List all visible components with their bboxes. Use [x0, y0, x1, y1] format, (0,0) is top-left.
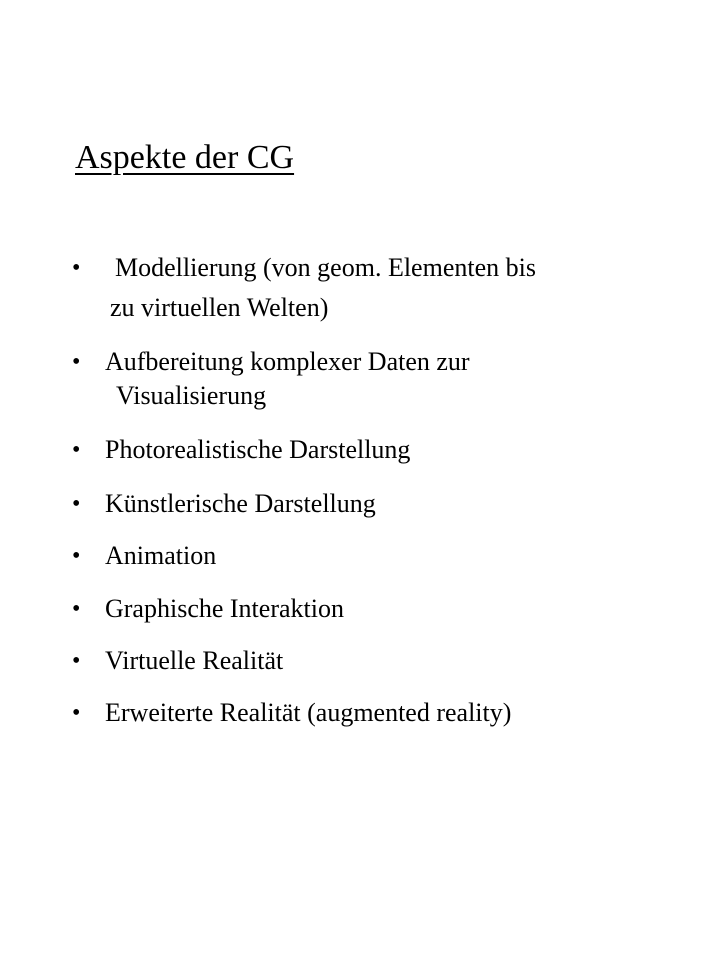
list-item-text: Photorealistische Darstellung [105, 435, 411, 464]
list-item-text: Aufbereitung komplexer Daten zur [105, 347, 470, 376]
list-item-text: Graphische Interaktion [105, 594, 344, 623]
list-item-text: Virtuelle Realität [105, 646, 284, 675]
list-item-text-continued: zu virtuellen Welten) [110, 293, 329, 322]
bullet-dot: • [72, 648, 81, 674]
list-item-text: Erweiterte Realität (augmented reality) [105, 698, 512, 727]
bullet-dot: • [72, 543, 81, 569]
bullet-dot: • [72, 491, 81, 517]
bullet-dot: • [72, 596, 81, 622]
list-item-text-continued: Visualisierung [116, 381, 267, 410]
bullet-dot: • [72, 255, 81, 281]
list-item-text: Animation [105, 541, 217, 570]
bullet-dot: • [72, 437, 81, 463]
bullet-dot: • [72, 349, 81, 375]
slide-title: Aspekte der CG [75, 139, 295, 176]
list-item-text: Künstlerische Darstellung [105, 489, 376, 518]
list-item-text: Modellierung (von geom. Elementen bis [115, 253, 536, 282]
bullet-dot: • [72, 700, 81, 726]
